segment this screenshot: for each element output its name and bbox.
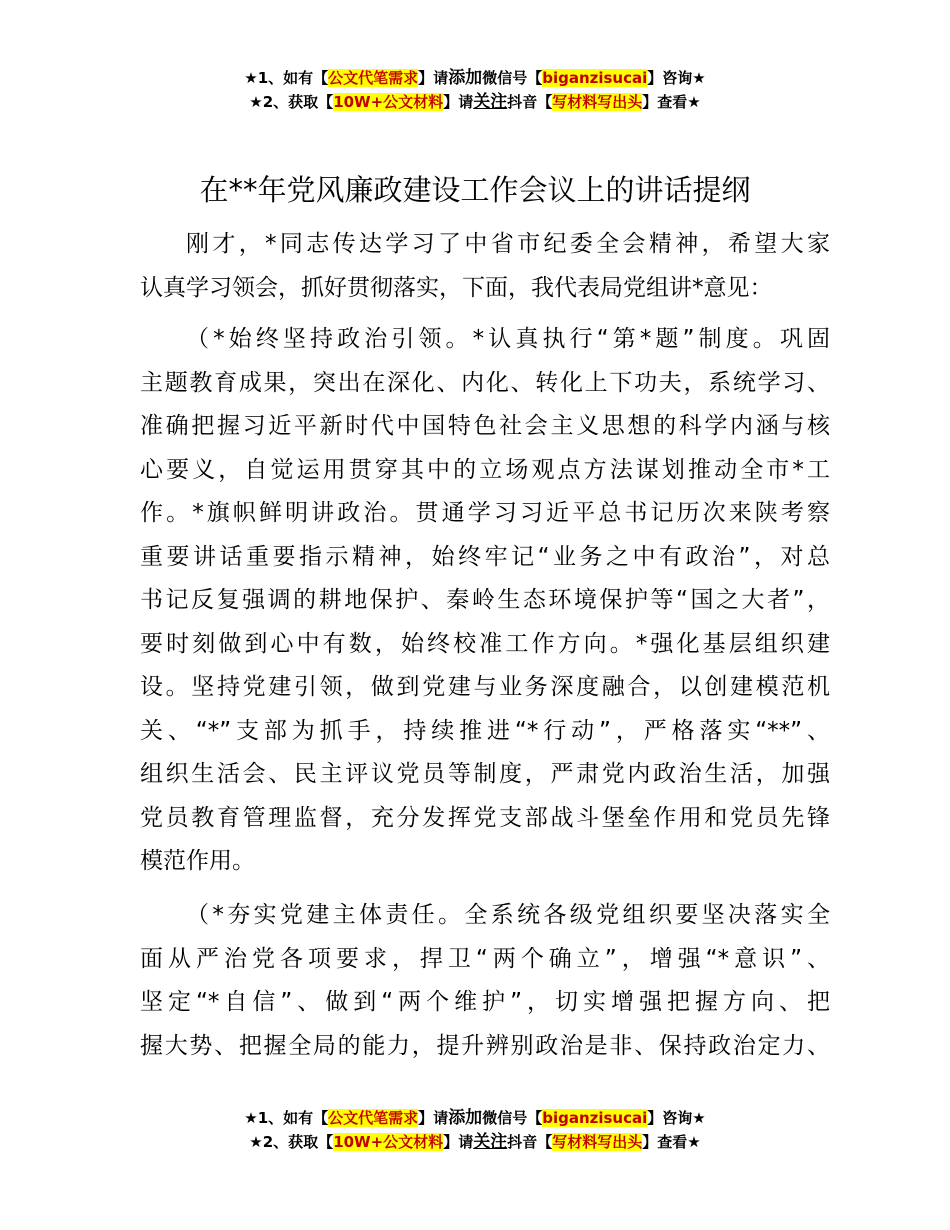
promo-header-line-1: ★1、如有【公文代笔需求】请添加微信号【biganzisucai】咨询★ (244, 68, 706, 88)
paragraph-line: 坚定“*自信”、做到“两个维护”，切实增强把握方向、把 (140, 989, 830, 1015)
paragraph-line: 党员教育管理监督，充分发挥党支部战斗堡垒作用和党员先锋 (140, 804, 830, 831)
paragraph-2 (140, 318, 830, 884)
paragraph-line: 模范作用。 (140, 848, 255, 874)
promo-header (0, 66, 950, 114)
highlight-douyin: 写材料写出头 (552, 93, 643, 111)
highlight-douyin: 写材料写出头 (552, 1133, 643, 1151)
paragraph-line: 刚才，*同志传达学习了中省市纪委全会精神，希望大家 (186, 231, 830, 257)
paragraph-line: 关、“*”支部为抓手，持续推进“*行动”，严格落实“**”、 (140, 717, 830, 744)
document-body (140, 223, 830, 310)
paragraph-line: 要时刻做到心中有数，始终校准工作方向。*强化基层组织建 (140, 630, 830, 657)
paragraph-line: 握大势、把握全局的能力，提升辨别政治是非、保持政治定力、 (140, 1032, 830, 1059)
paragraph-line: 组织生活会、民主评议党员等制度，严肃党内政治生活，加强 (140, 761, 830, 787)
paragraph-line: 设。坚持党建引领，做到党建与业务深度融合，以创建模范机 (140, 674, 830, 700)
document-body-3 (140, 894, 830, 1068)
paragraph-line: 主题教育成果，突出在深化、内化、转化上下功夫，系统学习、 (140, 369, 830, 396)
document-title: 在**年党风廉政建设工作会议上的讲话提纲 (199, 173, 751, 207)
promo-header-line-2: ★2、获取【10W+公文材料】请关注抖音【写材料写出头】查看★ (249, 92, 701, 112)
document-body-2 (140, 318, 830, 884)
paragraph-line: 书记反复强调的耕地保护、秦岭生态环境保护等“国之大者”， (140, 587, 830, 613)
highlight-wechat-id: biganzisucai (542, 1109, 648, 1127)
highlight-materials: 10W+公文材料 (333, 1133, 444, 1151)
paragraph-line: （*夯实党建主体责任。全系统各级党组织要坚决落实全 (186, 902, 830, 928)
paragraph-line: 重要讲话重要指示精神，始终牢记“业务之中有政治”，对总 (140, 543, 830, 570)
highlight-materials: 10W+公文材料 (333, 93, 444, 111)
paragraph-line: （*始终坚持政治引领。*认真执行“第*题”制度。巩固 (186, 326, 830, 352)
highlight-service: 公文代笔需求 (328, 69, 419, 87)
paragraph-1 (140, 223, 830, 310)
promo-footer (0, 1106, 950, 1154)
promo-footer-line-2: ★2、获取【10W+公文材料】请关注抖音【写材料写出头】查看★ (249, 1132, 701, 1152)
paragraph-line: 准确把握习近平新时代中国特色社会主义思想的科学内涵与核 (140, 413, 830, 439)
highlight-wechat-id: biganzisucai (542, 69, 648, 87)
highlight-service: 公文代笔需求 (328, 1109, 419, 1127)
paragraph-line: 认真学习领会，抓好贯彻落实，下面，我代表局党组讲*意见： (140, 274, 773, 301)
paragraph-line: 面从严治党各项要求，捍卫“两个确立”，增强“*意识”、 (140, 945, 830, 972)
paragraph-3 (140, 894, 830, 1068)
paragraph-line: 作。*旗帜鲜明讲政治。贯通学习习近平总书记历次来陕考察 (140, 500, 830, 526)
paragraph-line: 心要义，自觉运用贯穿其中的立场观点方法谋划推动全市*工 (140, 456, 830, 483)
promo-footer-line-1: ★1、如有【公文代笔需求】请添加微信号【biganzisucai】咨询★ (244, 1108, 706, 1128)
